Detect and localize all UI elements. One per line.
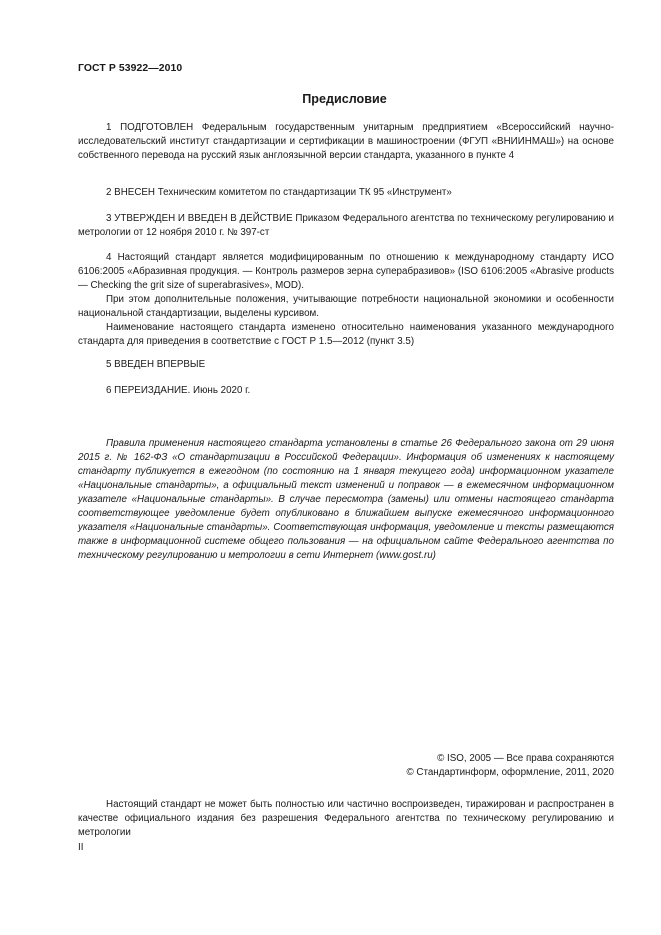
item-3 [78, 212, 614, 240]
page-number: II [78, 842, 84, 853]
page-title: Предисловие [302, 92, 387, 106]
application-notice [78, 437, 614, 563]
copyright-iso: © ISO, 2005 — Все права сохраняются [437, 753, 614, 764]
item-1-text: 1 ПОДГОТОВЛЕН Федеральным государственным унитарным предприятием «Всероссийский научно-исследовательский институт стандартизации и сертификации в машиностроении (ФГУП «ВНИИНМАШ») на основе собственного перевода на русский язык англоязычной версии стандарта, указанного в пункте 4 [78, 122, 614, 161]
copyright-standartinform: © Стандартинформ, оформление, 2011, 2020 [406, 767, 614, 778]
standard-code: ГОСТ Р 53922—2010 [78, 63, 183, 74]
item-4-name-change: Наименование настоящего стандарта изменено относительно наименования указанного международного стандарта для приведения в соответствие с ГОСТ Р 1.5—2012 (пункт 3.5) [78, 322, 614, 347]
item-6 [78, 384, 614, 398]
item-2 [78, 186, 614, 200]
item-4 [78, 251, 614, 349]
item-4-additional-provisions: При этом дополнительные положения, учитывающие потребности национальной экономики и особенности национальной стандартизации, выделены курсивом. [78, 294, 614, 319]
reproduction-notice-text: Настоящий стандарт не может быть полностью или частично воспроизведен, тиражирован и распространен в качестве официального издания без разрешения Федерального агентства по техническому регулированию и метрологии [78, 799, 614, 838]
item-3-text: 3 УТВЕРЖДЕН И ВВЕДЕН В ДЕЙСТВИЕ Приказом Федерального агентства по техническому регулированию и метрологии от 12 ноября 2010 г. № 397-ст [78, 213, 614, 238]
item-5-text: 5 ВВЕДЕН ВПЕРВЫЕ [106, 359, 206, 370]
application-notice-text: Правила применения настоящего стандарта установлены в статье 26 Федерального закона от 29 июня 2015 г. № 162-ФЗ «О стандартизации в Российской Федерации». Информация об изменениях к настоящему стандарту публикуется в ежегодном (по состоянию на 1 января текущего года) информационном указателе «Национальные стандарты», а официальный текст изменений и поправок — в ежемесячном информационном указателе «Национальные стандарты». В случае пересмотра (замены) или отмены настоящего стандарта соответствующее уведомление будет опубликовано в ближайшем выпуске ежемесячного информационного указателя «Национальные стандарты». Соответствующая информация, уведомление и тексты размещаются также в информационной системе общего пользования — на официальном сайте Федерального агентства по техническому регулированию и метрологии в сети Интернет (www.gost.ru) [78, 438, 614, 561]
reproduction-notice [78, 798, 614, 840]
item-2-text: 2 ВНЕСЕН Техническим комитетом по стандартизации ТК 95 «Инструмент» [106, 187, 452, 198]
item-6-text: 6 ПЕРЕИЗДАНИЕ. Июнь 2020 г. [106, 385, 251, 396]
item-1 [78, 121, 614, 163]
item-5 [78, 358, 614, 372]
item-4-text: 4 Настоящий стандарт является модифицированным по отношению к международному стандарту ИСО 6106:2005 «Абразивная продукция. — Контроль размеров зерна суперабразивов» (ISO 6106:2005 «Abrasive products — Checking the grit size of superabrasives», MOD). [78, 252, 614, 291]
